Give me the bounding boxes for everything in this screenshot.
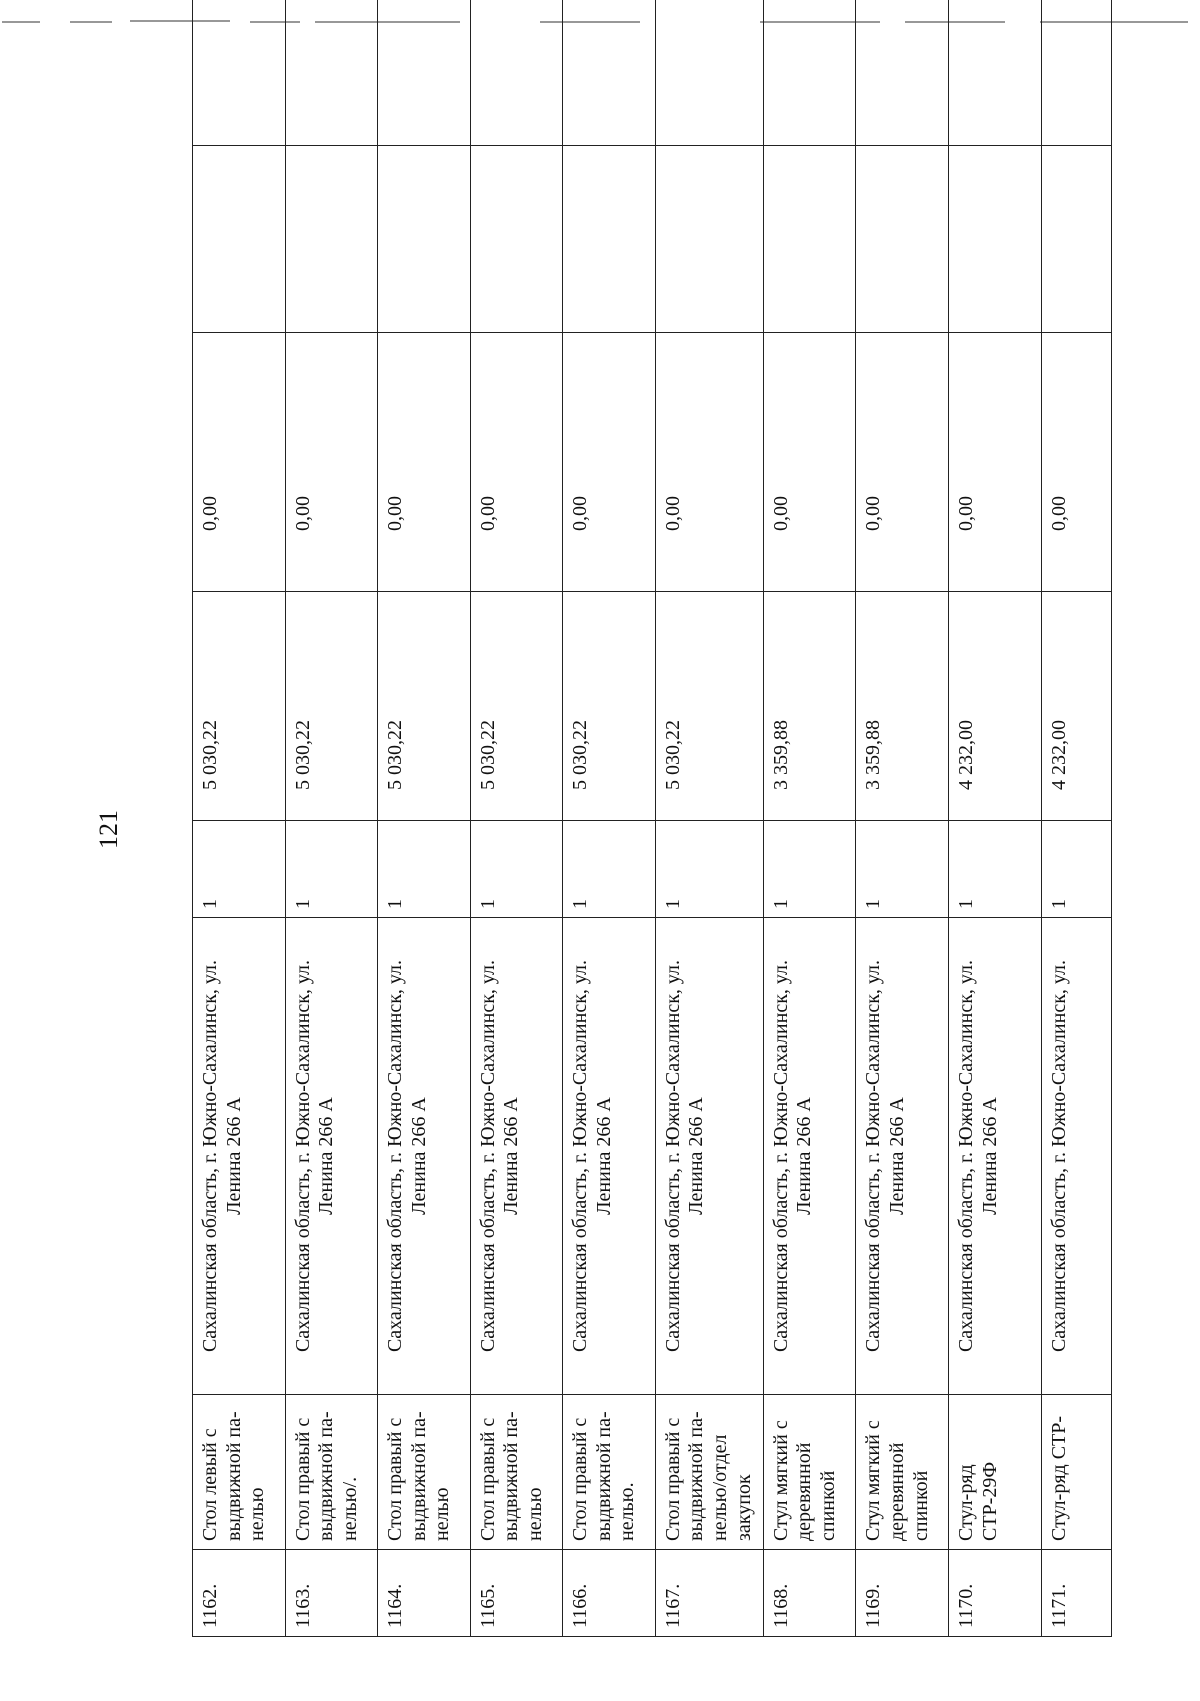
table-row (378, 0, 471, 1637)
address-line-2: Ленина 266 А (886, 1097, 908, 1215)
address-line-1: Сахалинская область, г. Южно-Сахалинск, ул. (769, 959, 792, 1353)
item-residual-value: 0,00 (948, 333, 1041, 592)
inventory-table (192, 0, 1112, 1637)
item-price: 5 030,22 (193, 592, 286, 821)
address-line-2: Ленина 266 А (978, 1097, 1001, 1215)
address-line-1: Сахалинская область, г. Южно-Сахалинск, ул. (199, 959, 221, 1353)
address-line-1: Сахалинская область, г. Южно-Сахалинск, ул. (954, 959, 977, 1353)
item-address (285, 918, 378, 1395)
item-price: 3 359,88 (856, 592, 949, 821)
table-row (193, 0, 286, 1637)
table-row (285, 0, 378, 1637)
item-quantity: 1 (763, 821, 856, 918)
item-address (655, 918, 763, 1395)
row-number: 1166. (563, 1550, 656, 1637)
address-line-1: Сахалинская область, г. Южно-Сахалинск, ул. (569, 959, 592, 1353)
inventory-table-rotated (192, 57, 1112, 1637)
empty-cell (470, 0, 563, 146)
item-name: Стол правый с выдвижной па-нелью. (563, 1395, 656, 1550)
item-address (378, 918, 471, 1395)
empty-cell (856, 0, 949, 146)
item-quantity: 1 (1041, 821, 1111, 918)
item-price: 5 030,22 (563, 592, 656, 821)
item-residual-value: 0,00 (285, 333, 378, 592)
row-number: 1169. (856, 1550, 949, 1637)
item-quantity: 1 (655, 821, 763, 918)
item-address (563, 918, 656, 1395)
inventory-table-body (193, 0, 1112, 1637)
table-row (948, 0, 1041, 1637)
address-line-1: Сахалинская область, г. Южно-Сахалинск, ул. (661, 959, 684, 1353)
address-line-1: Сахалинская область, г. Южно-Сахалинск, ул. (1047, 959, 1070, 1353)
empty-cell (948, 146, 1041, 333)
table-row (655, 0, 763, 1637)
table-row (856, 0, 949, 1637)
item-name: Стул мягкий с деревянной спинкой (763, 1395, 856, 1550)
table-row (763, 0, 856, 1637)
item-name: Стол правый с выдвижной па-нелью/отдел закупок (655, 1395, 763, 1550)
address-line-1: Сахалинская область, г. Южно-Сахалинск, ул. (862, 959, 885, 1353)
row-number: 1170. (948, 1550, 1041, 1637)
address-line-2: Ленина 266 А (222, 1097, 245, 1215)
item-quantity: 1 (285, 821, 378, 918)
item-price: 4 232,00 (1041, 592, 1111, 821)
empty-cell (856, 146, 949, 333)
empty-cell (763, 0, 856, 146)
address-line-2: Ленина 266 А (500, 1097, 523, 1215)
item-name: Стул мягкий с деревянной спинкой (856, 1395, 949, 1550)
empty-cell (655, 146, 763, 333)
row-number: 1164. (378, 1550, 471, 1637)
table-row (470, 0, 563, 1637)
empty-cell (285, 0, 378, 146)
item-name: Стол правый с выдвижной па-нелью/. (285, 1395, 378, 1550)
item-residual-value: 0,00 (856, 333, 949, 592)
row-number: 1167. (655, 1550, 763, 1637)
item-residual-value: 0,00 (193, 333, 286, 592)
row-number: 1168. (763, 1550, 856, 1637)
item-quantity: 1 (856, 821, 949, 918)
item-residual-value: 0,00 (655, 333, 763, 592)
row-number: 1165. (470, 1550, 563, 1637)
empty-cell (655, 0, 763, 146)
item-residual-value: 0,00 (470, 333, 563, 592)
item-name: Стул-ряд СТР-29Ф (948, 1395, 1041, 1550)
item-price: 3 359,88 (763, 592, 856, 821)
row-number: 1163. (285, 1550, 378, 1637)
row-number: 1162. (193, 1550, 286, 1637)
empty-cell (470, 146, 563, 333)
address-line-1: Сахалинская область, г. Южно-Сахалинск, ул. (476, 959, 499, 1353)
item-quantity: 1 (563, 821, 656, 918)
empty-cell (1041, 146, 1111, 333)
empty-cell (378, 146, 471, 333)
item-name: Стол правый с выдвижной па-нелью (470, 1395, 563, 1550)
item-name: Стол правый с выдвижной па-нелью (378, 1395, 471, 1550)
empty-cell (563, 0, 656, 146)
item-address (470, 918, 563, 1395)
empty-cell (285, 146, 378, 333)
item-residual-value: 0,00 (378, 333, 471, 592)
address-line-2: Ленина 266 А (793, 1097, 816, 1215)
item-residual-value: 0,00 (763, 333, 856, 592)
item-name: Стол левый с выдвижной па-нелью (193, 1395, 286, 1550)
empty-cell (948, 0, 1041, 146)
item-price: 5 030,22 (470, 592, 563, 821)
address-line-2: Ленина 266 А (407, 1097, 430, 1215)
item-residual-value: 0,00 (1041, 333, 1111, 592)
empty-cell (563, 146, 656, 333)
empty-cell (193, 0, 286, 146)
empty-cell (1041, 0, 1111, 146)
item-address (193, 918, 286, 1395)
item-address (948, 918, 1041, 1395)
empty-cell (378, 0, 471, 146)
table-row (563, 0, 656, 1637)
item-price: 5 030,22 (378, 592, 471, 821)
row-number: 1171. (1041, 1550, 1111, 1637)
item-address (1041, 918, 1111, 1395)
table-row (1041, 0, 1111, 1637)
item-quantity: 1 (378, 821, 471, 918)
item-price: 5 030,22 (655, 592, 763, 821)
address-line-1: Сахалинская область, г. Южно-Сахалинск, ул. (384, 959, 407, 1353)
item-price: 4 232,00 (948, 592, 1041, 821)
item-residual-value: 0,00 (563, 333, 656, 592)
item-quantity: 1 (193, 821, 286, 918)
item-name: Стул-ряд СТР- (1041, 1395, 1111, 1550)
address-line-1: Сахалинская область, г. Южно-Сахалинск, ул. (291, 959, 314, 1353)
address-line-2: Ленина 266 А (685, 1097, 708, 1215)
item-quantity: 1 (948, 821, 1041, 918)
address-line-2: Ленина 266 А (592, 1097, 615, 1215)
address-line-2: Ленина 266 А (315, 1097, 338, 1215)
empty-cell (763, 146, 856, 333)
item-address (856, 918, 949, 1395)
item-price: 5 030,22 (285, 592, 378, 821)
empty-cell (193, 146, 286, 333)
item-address (763, 918, 856, 1395)
page-number: 121 (94, 810, 123, 849)
item-quantity: 1 (470, 821, 563, 918)
